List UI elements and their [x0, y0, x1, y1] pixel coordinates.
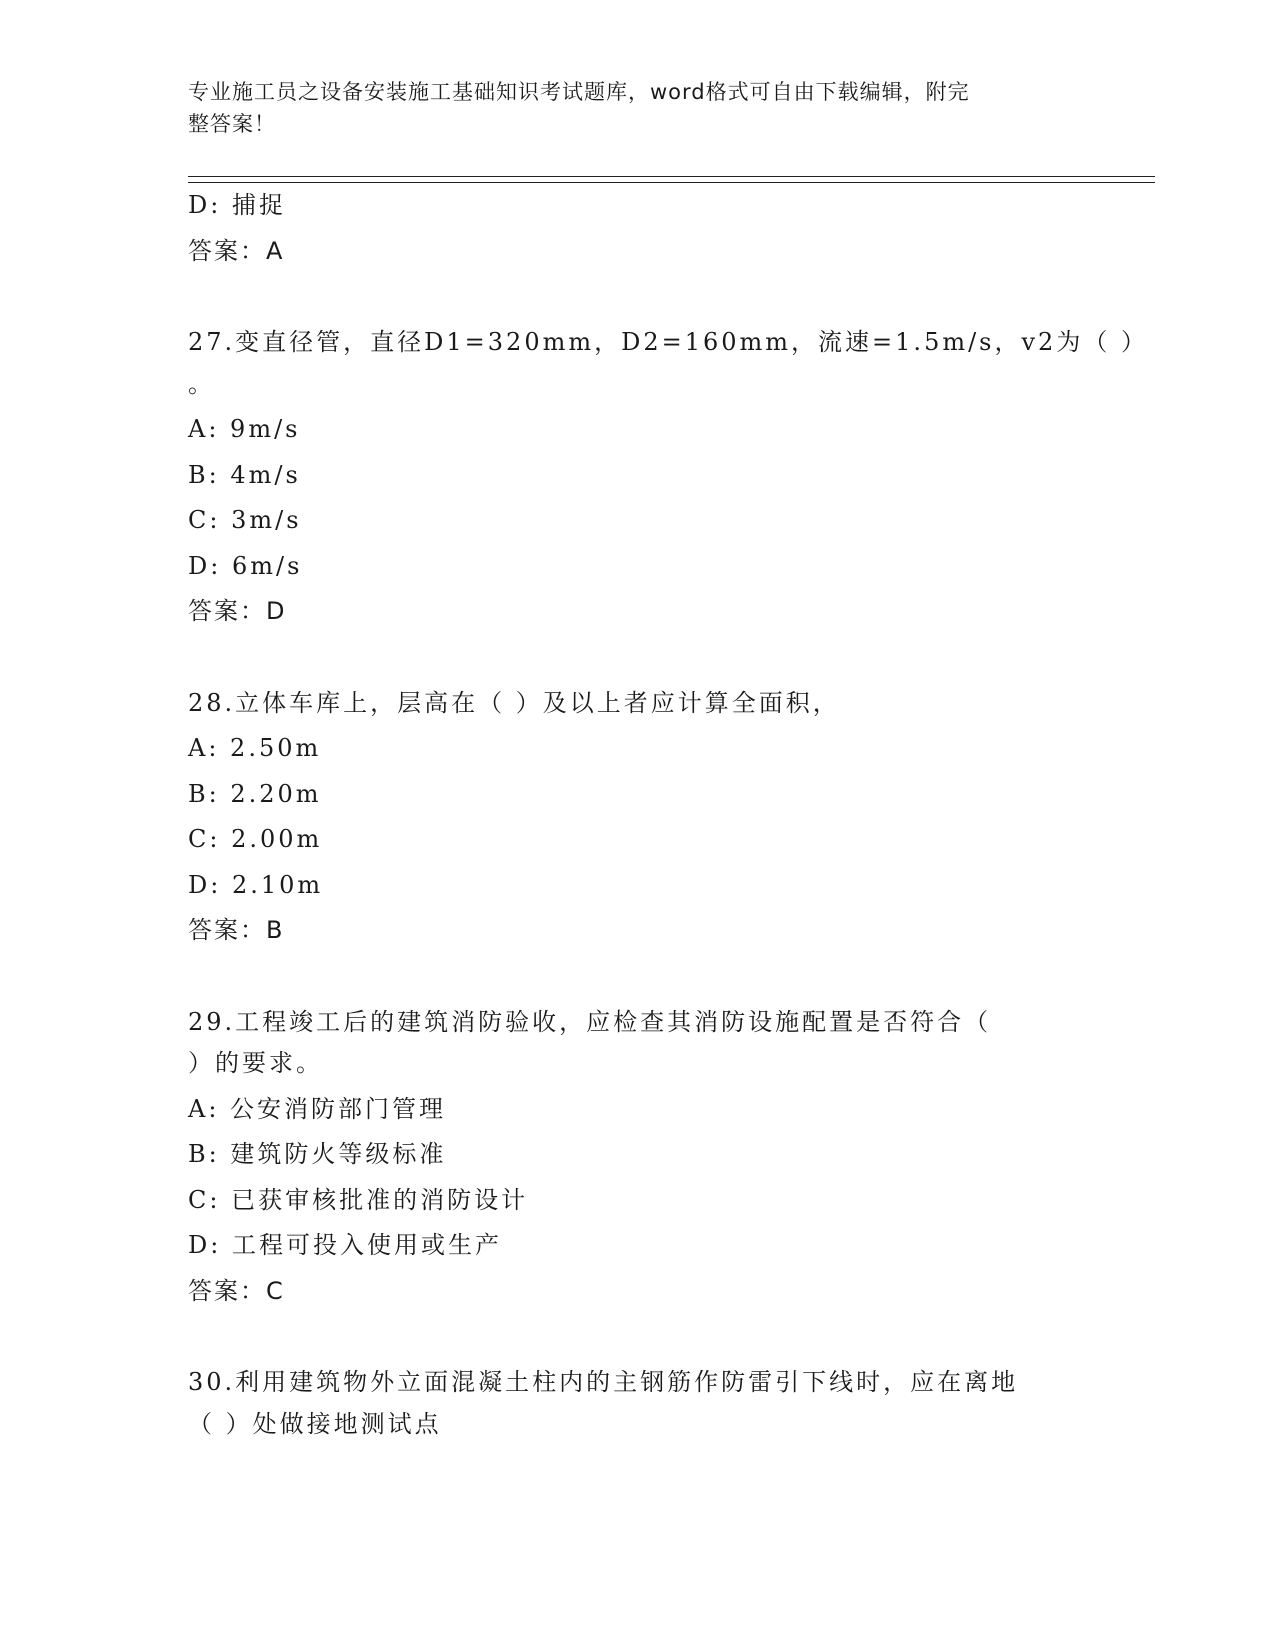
prev-question-option-d: D: 捕捉 [188, 191, 286, 219]
option-b: B: 4m/s [188, 460, 301, 489]
question-stem-continued: ）的要求。 [188, 1049, 323, 1077]
option-a: A: 9m/s [188, 415, 301, 443]
answer: 答案：C [188, 1276, 285, 1305]
question-29 [188, 1007, 1088, 1306]
option-d: D: 工程可投入使用或生产 [188, 1231, 502, 1259]
question-stem: 28.立体车库上，层高在（ ）及以上者应计算全面积， [188, 688, 840, 717]
question-30 [188, 1367, 1088, 1439]
option-b: B: 建筑防火等级标准 [188, 1140, 447, 1168]
header-divider-top [188, 176, 1155, 177]
option-d: D: 2.10m [188, 870, 324, 899]
question-list [188, 190, 1148, 1454]
option-a: A: 2.50m [188, 734, 322, 762]
option-c: C: 2.00m [188, 825, 323, 853]
question-separator [188, 642, 1088, 688]
question-stem: 29.工程竣工后的建筑消防验收，应检查其消防设施配置是否符合（ [188, 1007, 992, 1036]
option-d: D: 6m/s [188, 551, 303, 580]
option-a: A: 公安消防部门管理 [188, 1094, 447, 1123]
question-28 [188, 688, 1088, 946]
question-27 [188, 327, 1148, 626]
option-b: B: 2.20m [188, 779, 322, 808]
question-separator [188, 961, 1088, 1007]
prev-question-answer: 答案：A [188, 236, 285, 265]
question-separator [188, 1321, 1088, 1367]
answer: 答案：D [188, 597, 287, 625]
question-stem-continued: 。 [188, 369, 215, 398]
header-title-line-1: 专业施工员之设备安装施工基础知识考试题库，word格式可自由下载编辑，附完 [188, 80, 970, 104]
header-divider-bottom [188, 182, 1155, 183]
header-title-line-2: 整答案！ [188, 112, 276, 136]
answer: 答案：B [188, 916, 285, 944]
question-stem-continued: （ ）处做接地测试点 [188, 1409, 442, 1438]
question-stem: 27.变直径管，直径D1=320mm，D2=160mm，流速=1.5m/s，v2为（ ） [188, 328, 1148, 356]
option-c: C: 3m/s [188, 506, 302, 534]
option-c: C: 已获审核批准的消防设计 [188, 1185, 529, 1214]
question-separator [188, 281, 1088, 327]
question-stem: 30.利用建筑物外立面混凝土柱内的主钢筋作防雷引下线时，应在离地 [188, 1368, 1019, 1396]
document-header [188, 76, 1068, 140]
